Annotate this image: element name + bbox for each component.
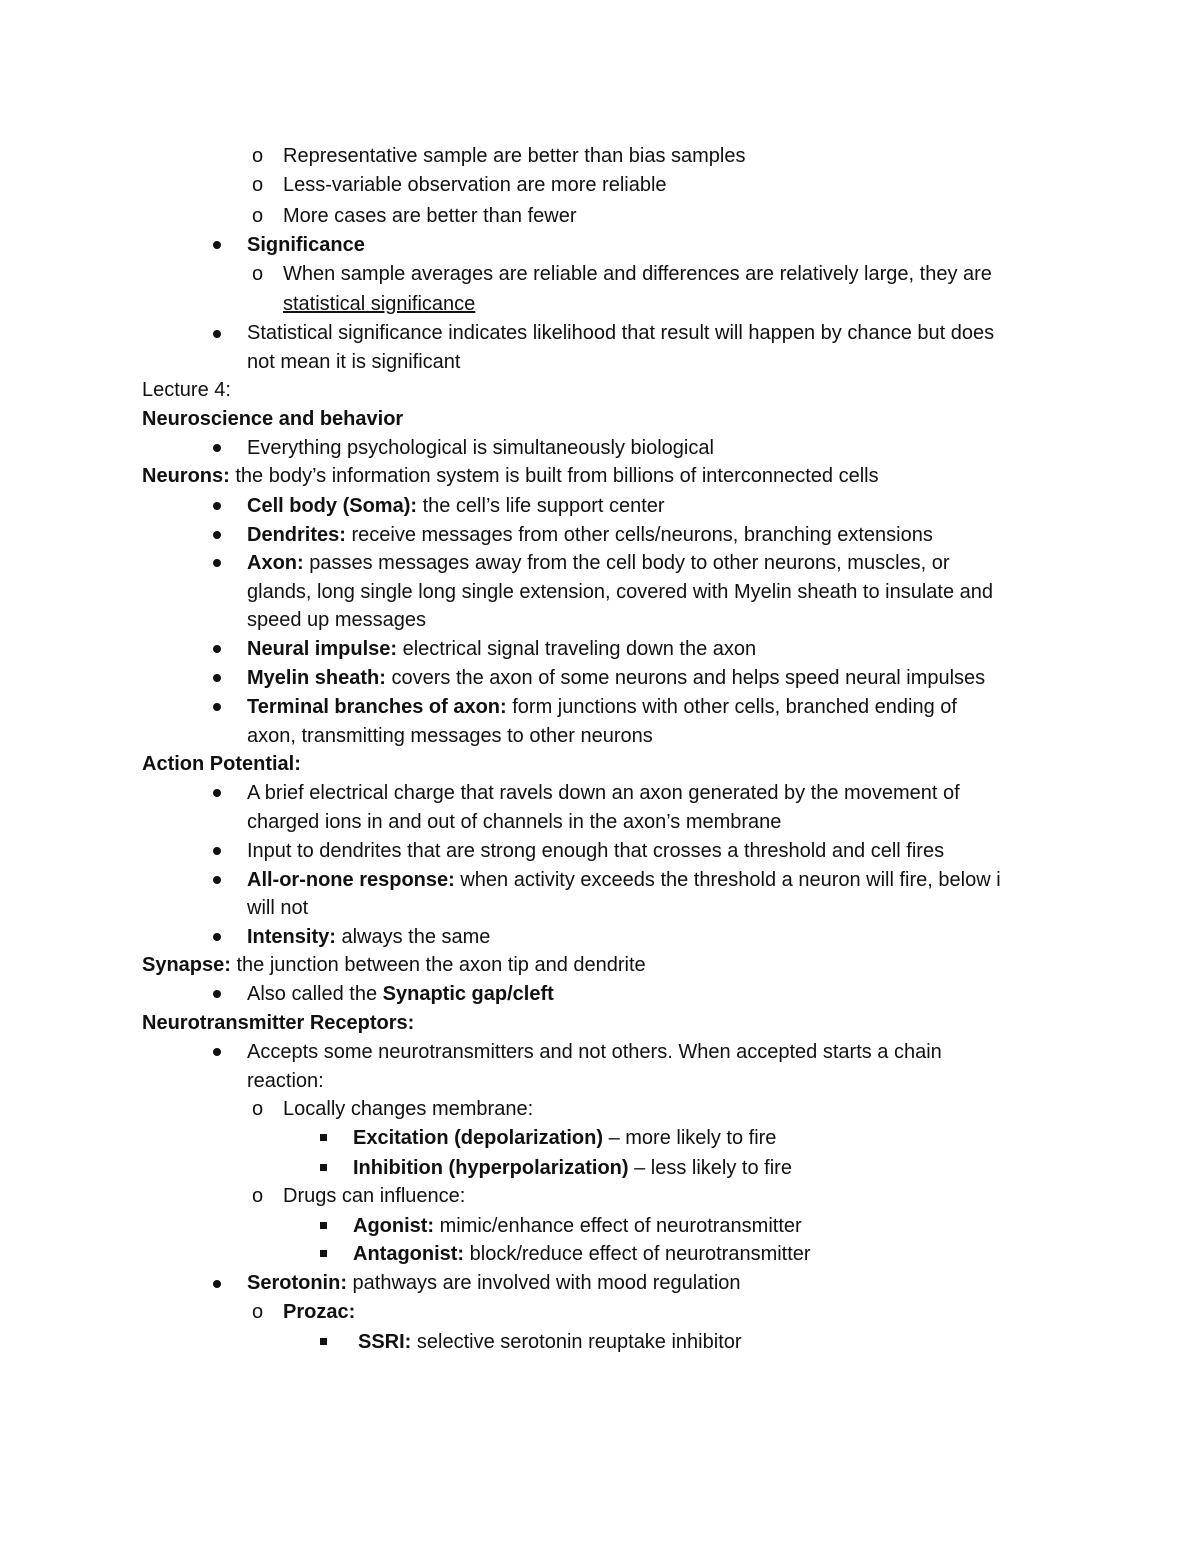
hollow-circle-bullet: o (252, 1185, 264, 1207)
hollow-circle-bullet: o (252, 145, 264, 167)
bullet-dot-icon (213, 330, 221, 338)
term: Serotonin: (247, 1272, 347, 1294)
note-line: glands, long single long single extension, covered with Myelin sheath to insulate and (247, 581, 994, 603)
term: Neural impulse: (247, 638, 398, 660)
note-line: Representative sample are better than bias samples (283, 145, 746, 167)
section-heading: Neuroscience and behavior (142, 408, 404, 430)
note-line: not mean it is significant (247, 351, 461, 373)
square-bullet-icon (320, 1164, 327, 1171)
definition-line (358, 1328, 742, 1356)
note-line: Accepts some neurotransmitters and not others. When accepted starts a chain (247, 1041, 942, 1063)
section-heading: Action Potential: (142, 753, 301, 775)
bullet-dot-icon (213, 645, 221, 653)
term: Neurons: (142, 465, 230, 487)
term: Antagonist: (353, 1243, 465, 1265)
definition: mimic/enhance effect of neurotransmitter (434, 1215, 802, 1237)
definition-line (247, 492, 665, 520)
note-line: Less-variable observation are more reliable (283, 174, 667, 196)
definition: – less likely to fire (628, 1157, 792, 1179)
definition: the cell’s life support center (417, 495, 665, 517)
note-heading: Prozac: (283, 1301, 356, 1323)
definition: – more likely to fire (603, 1127, 777, 1149)
hollow-circle-bullet: o (252, 205, 264, 227)
definition-line (247, 549, 950, 577)
definition-line (353, 1212, 802, 1240)
term: Excitation (depolarization) (353, 1127, 604, 1149)
note-line (247, 980, 554, 1008)
definition: passes messages away from the cell body to other neurons, muscles, or (303, 552, 950, 574)
definition-line (353, 1240, 811, 1268)
definition: receive messages from other cells/neurons, branching extensions (345, 524, 933, 546)
definition: selective serotonin reuptake inhibitor (411, 1331, 742, 1353)
term: Synapse: (142, 954, 231, 976)
lecture-label: Lecture 4: (142, 379, 231, 401)
square-bullet-icon (320, 1134, 327, 1141)
term: Dendrites: (247, 524, 346, 546)
bullet-dot-icon (213, 933, 221, 941)
bullet-dot-icon (213, 990, 221, 998)
definition: form junctions with other cells, branched ending of (506, 696, 957, 718)
hollow-circle-bullet: o (252, 263, 264, 285)
note-line: Drugs can influence: (283, 1185, 466, 1207)
text: Also called the (247, 983, 383, 1005)
square-bullet-icon (320, 1222, 327, 1229)
definition-line (353, 1154, 792, 1182)
bullet-dot-icon (213, 502, 221, 510)
note-line: When sample averages are reliable and differences are relatively large, they are (283, 263, 992, 285)
definition-line (247, 664, 985, 692)
definition-line (247, 1269, 741, 1297)
definition: electrical signal traveling down the axon (397, 638, 757, 660)
bullet-dot-icon (213, 444, 221, 452)
note-line: Input to dendrites that are strong enough that crosses a threshold and cell fires (247, 840, 945, 862)
bullet-dot-icon (213, 559, 221, 567)
note-line: A brief electrical charge that ravels down an axon generated by the movement of (247, 782, 960, 804)
definition-line (247, 521, 933, 549)
term: Terminal branches of axon: (247, 696, 507, 718)
note-line: Locally changes membrane: (283, 1098, 534, 1120)
definition-line (247, 923, 490, 951)
definition: the body’s information system is built from billions of interconnected cells (229, 465, 879, 487)
bullet-dot-icon (213, 674, 221, 682)
term: Intensity: (247, 926, 336, 948)
bullet-dot-icon (213, 876, 221, 884)
definition: covers the axon of some neurons and helps speed neural impulses (385, 667, 986, 689)
bullet-dot-icon (213, 241, 221, 249)
bullet-dot-icon (213, 789, 221, 797)
definition-line (142, 951, 646, 979)
definition: the junction between the axon tip and dendrite (230, 954, 646, 976)
term: Synaptic gap/cleft (382, 983, 554, 1005)
term: Inhibition (hyperpolarization) (353, 1157, 629, 1179)
section-heading: Neurotransmitter Receptors: (142, 1012, 415, 1034)
definition: block/reduce effect of neurotransmitter (464, 1243, 811, 1265)
bullet-dot-icon (213, 1280, 221, 1288)
term: Myelin sheath: (247, 667, 386, 689)
bullet-dot-icon (213, 1048, 221, 1056)
note-line: will not (247, 897, 309, 919)
bullet-dot-icon (213, 847, 221, 855)
term: Axon: (247, 552, 304, 574)
square-bullet-icon (320, 1338, 327, 1345)
hollow-circle-bullet: o (252, 174, 264, 196)
square-bullet-icon (320, 1250, 327, 1257)
term: Agonist: (353, 1215, 435, 1237)
definition: always the same (335, 926, 491, 948)
note-line: More cases are better than fewer (283, 205, 577, 227)
term: Cell body (Soma): (247, 495, 418, 517)
definition-line (247, 635, 756, 663)
term: All-or-none response: (247, 869, 455, 891)
note-line: charged ions in and out of channels in the axon’s membrane (247, 811, 782, 833)
definition-line (142, 462, 879, 490)
definition: when activity exceeds the threshold a neuron will fire, below i (454, 869, 1001, 891)
note-heading: Significance (247, 234, 365, 256)
note-line: axon, transmitting messages to other neurons (247, 725, 653, 747)
bullet-dot-icon (213, 703, 221, 711)
definition: pathways are involved with mood regulation (347, 1272, 741, 1294)
note-line: reaction: (247, 1070, 324, 1092)
note-line: Everything psychological is simultaneously biological (247, 437, 714, 459)
bullet-dot-icon (213, 531, 221, 539)
hollow-circle-bullet: o (252, 1301, 264, 1323)
term: SSRI: (358, 1331, 412, 1353)
note-line-underlined: statistical significance (283, 293, 476, 315)
definition-line (247, 866, 1001, 894)
note-line: speed up messages (247, 609, 427, 631)
definition-line (353, 1124, 776, 1152)
hollow-circle-bullet: o (252, 1098, 264, 1120)
definition-line (247, 693, 957, 721)
note-line: Statistical significance indicates likelihood that result will happen by chance but does (247, 322, 995, 344)
